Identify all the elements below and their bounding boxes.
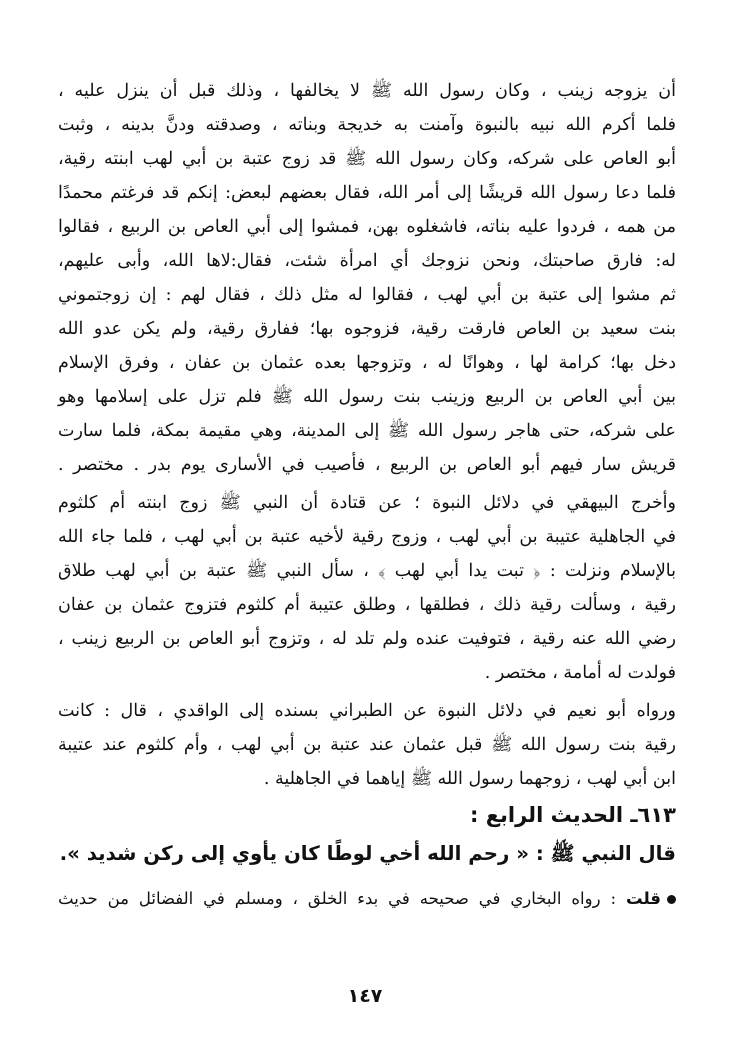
text-line: فلما أكرم الله نبيه بالنبوة وآمنت به خديجة وبناته ، وصدقته ودنَّ بدينه ، وثبت [58,115,676,135]
paragraph-3 [58,694,676,796]
page-number: ١٤٧ [347,985,383,1007]
hadith-text: قال النبي ﷺ : « رحم الله أخي لوطًا كان يأوي إلى ركن شديد ». [59,842,676,865]
text-line: ورواه أبو نعيم في دلائل النبوة عن الطبراني بسنده إلى الواقدي ، قال : كانت [58,701,676,721]
text-line: فلما دعا رسول الله قريشًا إلى أمر الله، فقال بعضهم لبعض: إنكم قد فرغتم محمدًا [58,183,676,203]
text-line: بين أبي العاص بن الربيع وزينب بنت رسول الله ﷺ فلم تزل على إسلامها وهو [58,387,676,407]
paragraph-2 [58,486,676,690]
note-text: : رواه البخاري في صحيحه في بدء الخلق ، ومسلم في الفضائل من حديث [58,889,617,908]
text-line: بالإسلام ونزلت : ﴿ تبت يدا أبي لهب ﴾ ، سأل النبي ﷺ عتبة بن أبي لهب طلاق [58,561,676,581]
hadith-heading: ٦١٣ـ الحديث الرابع : [469,803,676,827]
text-line: فولدت له أمامة ، مختصر . [484,663,676,683]
text-line: من همه ، فردوا عليه بناته، فاشغلوه بهن، فمشوا إلى أبي العاص بن الربيع ، فقالوا [58,217,676,237]
text-line: رضي الله عنه رقية ، فتوفيت عنده ولم تلد له ، وتزوج أبو العاص بن الربيع زينب ، [58,629,676,649]
text-line: على شركه، حتى هاجر رسول الله ﷺ إلى المدينة، وهي مقيمة بمكة، فلما سارت [58,421,676,441]
text-line: في الجاهلية عتيبة بن أبي لهب ، وزوج رقية لأخيه عتبة بن أبي لهب ، فلما جاء الله [58,527,676,547]
text-line: رقية ، وسألت رقية ذلك ، فطلقها ، وطلق عتيبة أم كلثوم فتزوج عثمان بن عفان [58,595,676,615]
text-line: قريش سار فيهم أبو العاص بن الربيع ، فأصيب في الأسارى يوم بدر . مختصر . [58,455,676,475]
text-line: ثم مشوا إلى عتبة بن أبي لهب ، فقالوا له مثل ذلك ، فقال لهم : إن زوجتموني [58,285,676,305]
text-line: له: فارق صاحبتك، ونحن نزوجك أي امرأة شئت، فقال:لاها الله، وأبى عليهم، [58,251,676,271]
text-line: أبو العاص على شركه، وكان رسول الله ﷺ قد زوج عتبة بن أبي لهب ابنته رقية، [58,149,676,169]
paragraph-1 [58,74,676,482]
text-line: رقية بنت رسول الله ﷺ قبل عثمان عند عتبة بن أبي لهب ، وأم كلثوم عند عتيبة [58,735,676,755]
bullet-icon [667,895,676,904]
page-body [58,74,676,916]
note-line [58,882,676,916]
text-line: وأخرج البيهقي في دلائل النبوة ؛ عن قتادة أن النبي ﷺ زوج ابنته أم كلثوم [58,493,676,513]
text-line: ابن أبي لهب ، زوجهما رسول الله ﷺ إياهما في الجاهلية . [263,769,676,789]
text-line: أن يزوجه زينب ، وكان رسول الله ﷺ لا يخالفها ، وذلك قبل أن ينزل عليه ، [58,81,676,101]
note-label: قلت [625,889,661,908]
text-line: دخل بها؛ كرامة لها ، وهوانًا له ، وتزوجها بعده عثمان بن عفان ، وفرق الإسلام [58,353,676,373]
text-line: بنت سعيد بن العاص فارقت رقية، فزوجوه بها؛ ففارق رقية، ولم يكن عدو الله [58,319,676,339]
